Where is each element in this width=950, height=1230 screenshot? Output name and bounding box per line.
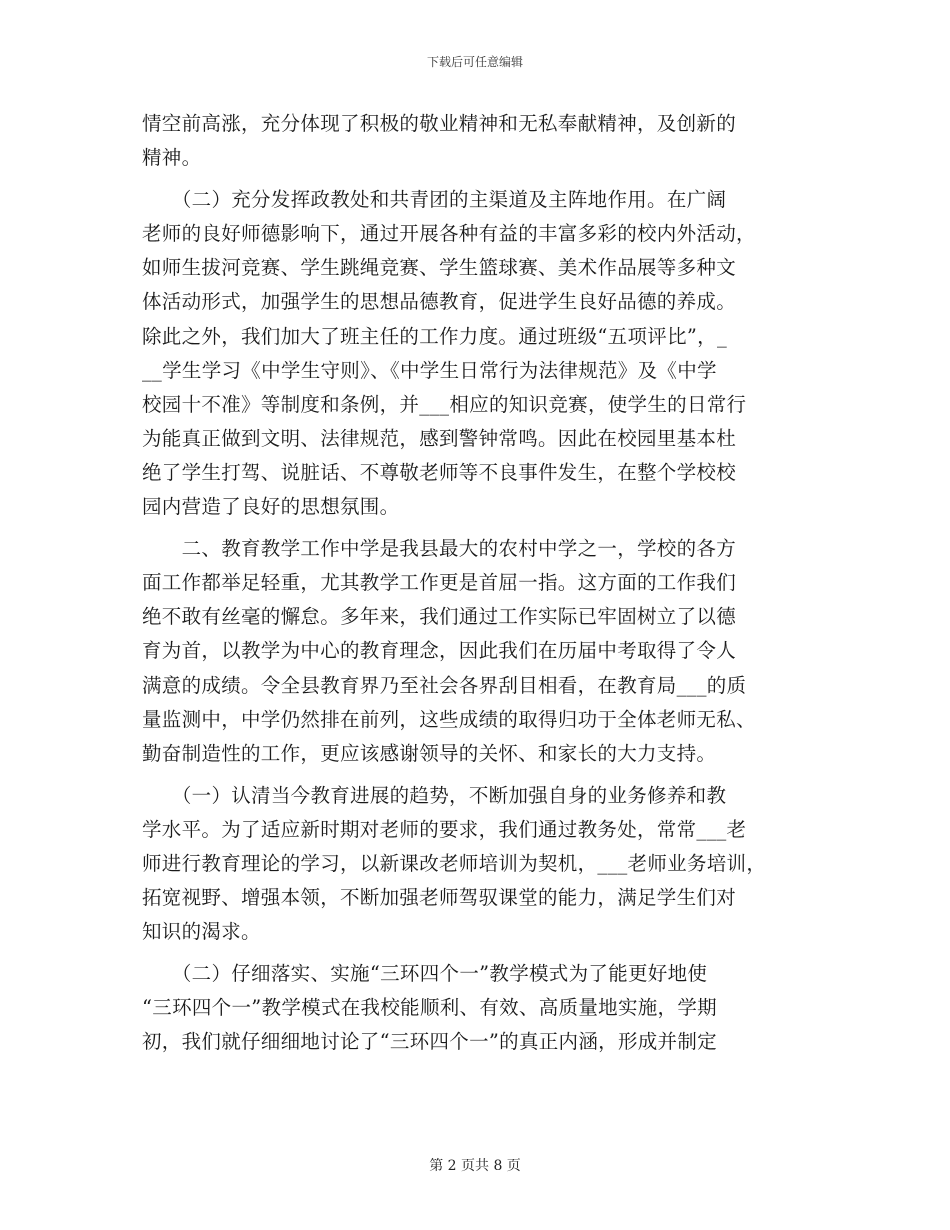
text-line: 知识的渴求。 xyxy=(142,920,261,944)
text-line: 除此之外，我们加大了班主任的工作力度。通过班级“五项评比”，_ xyxy=(142,324,727,348)
text-line: （二）仔细落实、实施“三环四个一”教学模式为了能更好地使 xyxy=(142,962,708,986)
text-line: 绝了学生打驾、说脏话、不尊敬老师等不良事件发生，在整个学校校 xyxy=(142,460,737,484)
text-line: 勤奋制造性的工作，更应该感谢领导的关怀、和家长的大力支持。 xyxy=(142,741,717,765)
text-line: 校园十不准》等制度和条例，并___相应的知识竞赛，使学生的日常行 xyxy=(142,392,747,416)
text-line: 为能真正做到文明、法律规范，感到警钟常鸣。因此在校园里基本杜 xyxy=(142,426,737,450)
text-line: 二、教育教学工作中学是我县最大的农村中学之一，学校的各方 xyxy=(142,537,737,561)
text-line: 老师的良好师德影响下，通过开展各种有益的丰富多彩的校内外活动， xyxy=(142,222,756,246)
text-line: 绝不敢有丝毫的懈怠。多年来，我们通过工作实际已牢固树立了以德 xyxy=(142,605,737,629)
text-line: 如师生拔河竞赛、学生跳绳竞赛、学生篮球赛、美术作品展等多种文 xyxy=(142,256,737,280)
document-body xyxy=(142,107,808,1060)
text-line: 拓宽视野、增强本领，不断加强老师驾驭课堂的能力，满足学生们对 xyxy=(142,886,737,910)
text-line: 育为首，以教学为中心的教育理念，因此我们在历届中考取得了令人 xyxy=(142,639,737,663)
text-line: 初，我们就仔细细地讨论了“三环四个一”的真正内涵，形成并制定 xyxy=(142,1030,717,1054)
text-line: 情空前高涨，充分体现了积极的敬业精神和无私奉献精神，及创新的 xyxy=(142,112,737,135)
text-line: 学水平。为了适应新时期对老师的要求，我们通过教务处，常常___老 xyxy=(142,817,747,841)
text-line: （一）认清当今教育进展的趋势，不断加强自身的业务修养和教 xyxy=(142,783,727,807)
text-line: 量监测中，中学仍然排在前列，这些成绩的取得归功于全体老师无私、 xyxy=(142,707,756,731)
text-line: （二）充分发挥政教处和共青团的主渠道及主阵地作用。在广阔 xyxy=(142,188,727,212)
text-line: 面工作都举足轻重，尤其教学工作更是首屈一指。这方面的工作我们 xyxy=(142,571,737,595)
text-line: 精神。 xyxy=(142,146,202,170)
page-number: 第 2 页共 8 页 xyxy=(429,1158,521,1174)
page-header: 下载后可任意编辑 xyxy=(426,55,523,69)
text-line: 园内营造了良好的思想氛围。 xyxy=(142,495,400,519)
text-line: “三环四个一”教学模式在我校能顺利、有效、高质量地实施，学期 xyxy=(142,996,717,1020)
text-line: 师进行教育理论的学习，以新课改老师培训为契机，___老师业务培训， xyxy=(142,851,767,875)
text-line: 体活动形式，加强学生的思想品德教育，促进学生良好品德的养成。 xyxy=(142,290,737,314)
text-line: 满意的成绩。令全县教育界乃至社会各界刮目相看，在教育局___的质 xyxy=(142,673,747,697)
text-line: __学生学习《中学生守则》、《中学生日常行为法律规范》及《中学 xyxy=(142,358,717,382)
